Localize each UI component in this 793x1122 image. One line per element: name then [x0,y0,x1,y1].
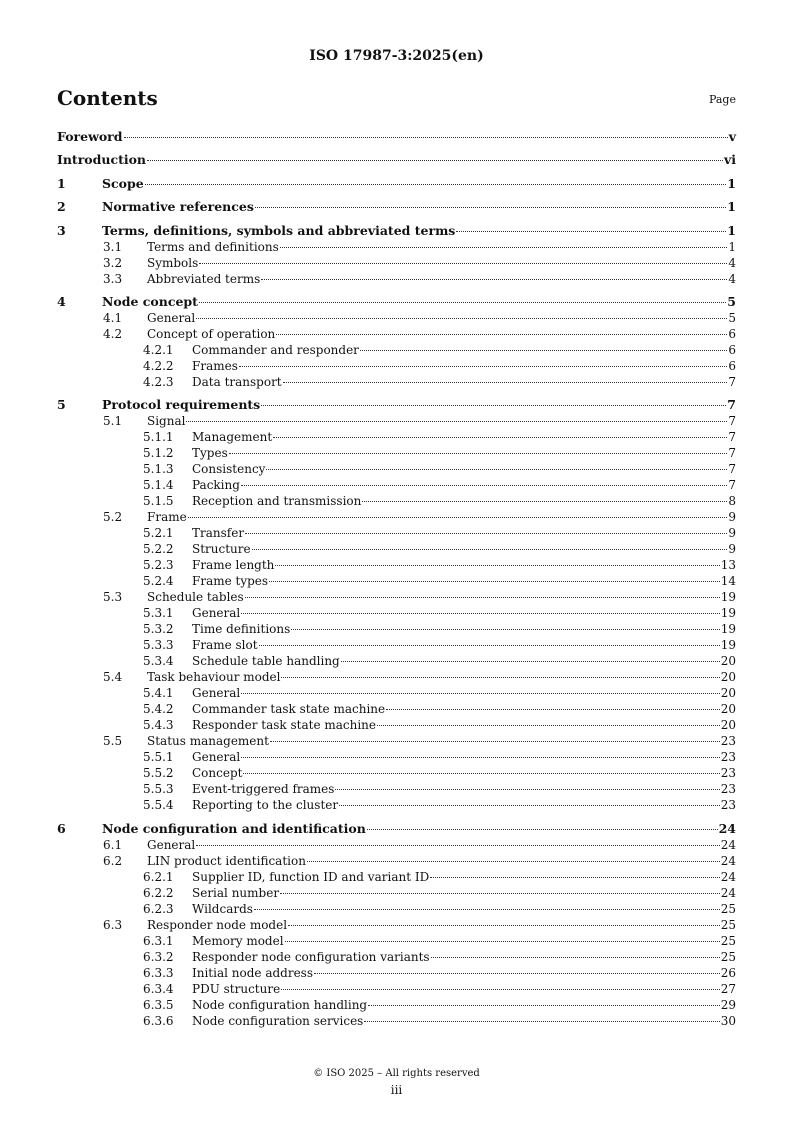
toc-entry-page: 29 [720,997,736,1012]
toc-entry[interactable] [57,885,736,901]
dot-leader [254,908,720,910]
toc-entry[interactable] [57,509,736,525]
toc-entry-title: Abbreviated terms [147,271,261,286]
toc-entry-title: General [192,750,241,765]
toc-entry[interactable] [57,199,736,215]
toc-entry[interactable] [57,525,736,541]
toc-entry-number: 6.2 [103,853,123,868]
toc-entry-title: Task behaviour model [147,670,281,685]
toc-entry-number: 6.3.1 [143,933,174,948]
toc-entry-number: 5.5 [103,734,123,749]
toc-entry-title: Node configuration handling [192,997,368,1012]
toc-entry-page: 23 [720,782,736,797]
dot-leader [147,159,723,161]
toc-entry-page: 24 [720,869,736,884]
dot-leader [252,548,728,550]
dot-leader [339,804,720,806]
dot-leader [341,660,720,662]
dot-leader [456,230,726,232]
toc-entry-number: 4.2 [103,326,123,341]
toc-entry-title: Node configuration and identification [102,820,366,836]
toc-entry-page: 1 [727,175,736,191]
toc-entry[interactable] [57,413,736,429]
toc-entry-page: v [728,129,736,144]
toc-entry[interactable] [57,653,736,669]
dot-leader [124,136,728,138]
toc-entry-title: Commander and responder [192,342,359,357]
toc-entry-page: 20 [720,702,736,717]
toc-entry-title: Frame slot [192,638,258,653]
toc-entry-page: 24 [718,820,736,836]
toc-entry-title: Responder node configuration variants [192,949,430,964]
dot-leader [241,612,719,614]
toc-entry-title: General [192,686,241,701]
toc-entry-number: 6.1 [103,837,123,852]
toc-entry-title: General [147,837,196,852]
toc-entry-title: Serial number [192,885,280,900]
toc-entry-title: Foreword [57,129,123,144]
dot-leader [285,940,720,942]
toc-entry[interactable] [57,733,736,749]
toc-entry-title: Consistency [192,462,266,477]
dot-leader [276,333,727,335]
toc-entry[interactable] [57,901,736,917]
toc-entry-page: 6 [728,342,736,357]
dot-leader [430,876,720,878]
toc-entry-title: Supplier ID, function ID and variant ID [192,869,430,884]
toc-entry-page: 14 [720,574,736,589]
toc-entry-title: Transfer [192,526,245,541]
dot-leader [261,404,726,406]
toc-entry[interactable] [57,176,736,192]
dot-leader [368,1004,720,1006]
toc-entry[interactable] [57,152,736,168]
dot-leader [269,580,720,582]
toc-entry-number: 3.3 [103,271,123,286]
toc-entry-title: Signal [147,414,186,429]
toc-entry-page: 19 [720,606,736,621]
toc-entry-number: 5.1.4 [143,478,174,493]
toc-entry[interactable] [57,621,736,637]
toc-entry[interactable] [57,374,736,390]
toc-entry[interactable] [57,797,736,813]
dot-leader [270,740,720,742]
dot-leader [364,1020,719,1022]
dot-leader [243,772,719,774]
toc-spacer [57,145,736,152]
toc-entry[interactable] [57,573,736,589]
dot-leader [199,301,726,303]
toc-entry-number: 5.2.3 [143,558,174,573]
toc-entry-page: 7 [728,430,736,445]
dot-leader [280,892,720,894]
toc-entry-number: 5.3.4 [143,654,174,669]
toc-entry-page: 25 [720,917,736,932]
toc-entry-number: 6.3.5 [143,997,174,1012]
toc-entry-number: 5.3.1 [143,606,174,621]
toc-entry-page: 9 [728,542,736,557]
toc-entry-page: 8 [728,494,736,509]
toc-entry-title: Reception and transmission [192,494,362,509]
dot-leader [266,468,727,470]
toc-entry-number: 5.3.3 [143,638,174,653]
toc-entry[interactable] [57,837,736,853]
toc-entry[interactable] [57,685,736,701]
toc-entry-title: Node configuration services [192,1013,364,1028]
toc-spacer [57,287,736,294]
toc-entry-number: 5.5.3 [143,782,174,797]
toc-entry[interactable] [57,557,736,573]
toc-entry[interactable] [57,981,736,997]
dot-leader [280,246,728,248]
toc-entry-title: Terms and definitions [147,239,279,254]
dot-leader [196,317,727,319]
toc-entry-title: Responder node model [147,917,288,932]
toc-entry-page: 6 [728,326,736,341]
toc-entry-number: 5.4.1 [143,686,174,701]
toc-entry-number: 5.2.2 [143,542,174,557]
toc-entry-page: 7 [728,478,736,493]
dot-leader [367,828,718,830]
toc-entry[interactable] [57,933,736,949]
toc-entry-number: 4.1 [103,310,123,325]
toc-entry-page: 24 [720,885,736,900]
dot-leader [255,206,726,208]
toc-entry[interactable] [57,869,736,885]
toc-spacer [57,390,736,397]
toc-entry-title: Symbols [147,255,199,270]
dot-leader [360,349,727,351]
toc-entry[interactable] [57,1013,736,1029]
toc-entry-number: 5 [57,397,66,413]
toc-entry[interactable] [57,541,736,557]
toc-entry-number: 2 [57,199,66,215]
toc-entry-number: 5.1.5 [143,494,174,509]
toc-entry-page: 9 [728,526,736,541]
toc-entry-number: 5.4.3 [143,718,174,733]
toc-entry-number: 4 [57,293,66,309]
dot-leader [273,436,727,438]
toc-entry-title: Frames [192,358,238,373]
toc-entry[interactable] [57,765,736,781]
toc-entry-title: Packing [192,478,240,493]
dot-leader [261,278,727,280]
dot-leader [386,708,720,710]
toc-entry-page: 24 [720,853,736,868]
toc-entry-title: Schedule table handling [192,654,340,669]
toc-entry-title: Protocol requirements [102,397,261,413]
toc-entry-number: 5.1.3 [143,462,174,477]
dot-leader [241,756,719,758]
dot-leader [239,365,728,367]
toc-entry-title: Reporting to the cluster [192,798,339,813]
dot-leader [314,972,720,974]
dot-leader [229,452,728,454]
toc-entry[interactable] [57,358,736,374]
toc-entry-number: 3 [57,222,66,238]
toc-entry-title: Structure [192,542,251,557]
toc-entry-page: 19 [720,638,736,653]
toc-entry-title: Frame [147,510,187,525]
toc-entry-number: 4.2.2 [143,358,174,373]
toc-entry-title: Event-triggered frames [192,782,335,797]
toc-entry-title: Normative references [102,199,254,215]
toc-entry-page: 27 [720,981,736,996]
toc-entry-title: Frame length [192,558,275,573]
toc-entry-page: 24 [720,837,736,852]
toc-entry[interactable] [57,717,736,733]
toc-entry-number: 5.3.2 [143,622,174,637]
toc-entry-page: 5 [728,310,736,325]
toc-entry-number: 6.3.3 [143,965,174,980]
toc-entry-number: 5.4.2 [143,702,174,717]
toc-entry[interactable] [57,701,736,717]
toc-entry-page: vi [723,152,736,168]
dot-leader [145,183,727,185]
toc-entry[interactable] [57,397,736,413]
toc-entry[interactable] [57,637,736,653]
dot-leader [245,596,720,598]
toc-entry-title: General [192,606,241,621]
toc-entry-title: Initial node address [192,965,313,980]
toc-entry-page: 9 [728,510,736,525]
toc-entry-number: 4.2.1 [143,342,174,357]
toc-entry-page: 20 [720,670,736,685]
toc-entry-number: 6.2.1 [143,869,174,884]
toc-entry-page: 5 [727,293,736,309]
toc-entry-number: 6.2.3 [143,901,174,916]
toc-entry[interactable] [57,821,736,837]
toc-entry[interactable] [57,294,736,310]
toc-entry-page: 7 [727,397,736,413]
dot-leader [275,564,719,566]
toc-entry-title: Status management [147,734,269,749]
toc-entry-page: 7 [728,414,736,429]
toc-entry-number: 5.5.2 [143,766,174,781]
dot-leader [307,860,720,862]
toc-entry-number: 6.3.4 [143,981,174,996]
toc-entry-page: 20 [720,686,736,701]
toc-entry-page: 6 [728,358,736,373]
toc-entry-page: 1 [727,199,736,215]
toc-entry[interactable] [57,589,736,605]
toc-entry-number: 5.5.1 [143,750,174,765]
toc-entry-number: 3.2 [103,255,123,270]
toc-entry-page: 1 [728,239,736,254]
toc-entry[interactable] [57,477,736,493]
toc-entry-number: 5.2 [103,510,123,525]
toc-entry-page: 30 [720,1013,736,1028]
toc-entry-title: Terms, definitions, symbols and abbreviated terms [102,222,456,238]
toc-entry-page: 25 [720,933,736,948]
toc-entry-title: Types [192,446,228,461]
page-footer [0,1066,793,1098]
dot-leader [335,788,719,790]
toc-spacer [57,813,736,820]
page-column-label: Page [708,93,736,106]
toc-spacer [57,192,736,199]
toc-entry-number: 3.1 [103,239,123,254]
contents-heading: Contents [57,86,158,110]
toc-entry-title: Frame types [192,574,269,589]
toc-entry-title: Memory model [192,933,284,948]
dot-leader [241,484,727,486]
toc-entry-title: Concept of operation [147,326,276,341]
toc-entry[interactable] [57,781,736,797]
toc-entry[interactable] [57,326,736,342]
toc-entry[interactable] [57,310,736,326]
toc-entry-title: Wildcards [192,901,253,916]
toc-entry-page: 13 [720,558,736,573]
dot-leader [431,956,720,958]
dot-leader [362,500,727,502]
dot-leader [259,644,720,646]
toc-entry[interactable] [57,965,736,981]
toc-entry-title: Concept [192,766,243,781]
dot-leader [196,844,719,846]
toc-entry-title: Time definitions [192,622,291,637]
toc-entry-page: 23 [720,750,736,765]
toc-entry-number: 6.2.2 [143,885,174,900]
dot-leader [281,988,720,990]
toc-entry-title: Commander task state machine [192,702,386,717]
toc-entry-title: LIN product identification [147,853,306,868]
toc-entry-page: 20 [720,654,736,669]
toc-entry-page: 26 [720,965,736,980]
toc-entry-number: 6.3.2 [143,949,174,964]
toc-entry-number: 5.3 [103,590,123,605]
toc-spacer [57,215,736,222]
toc-entry-number: 1 [57,175,66,191]
toc-entry-number: 4.2.3 [143,374,174,389]
toc-entry[interactable] [57,605,736,621]
toc-entry-title: Node concept [102,293,198,309]
footer-page-number: iii [390,1083,403,1097]
toc-entry-number: 5.2.4 [143,574,174,589]
toc-entry-page: 23 [720,734,736,749]
toc-entry-page: 7 [728,462,736,477]
dot-leader [281,676,719,678]
toc-entry-page: 19 [720,622,736,637]
toc-entry-number: 5.2.1 [143,526,174,541]
toc-entry-title: Responder task state machine [192,718,377,733]
dot-leader [288,924,720,926]
dot-leader [245,532,727,534]
toc-entry-page: 1 [727,222,736,238]
toc-entry-title: Data transport [192,374,282,389]
toc-entry-title: General [147,310,196,325]
dot-leader [199,262,727,264]
toc-entry-page: 25 [720,901,736,916]
toc-entry-number: 6.3 [103,917,123,932]
toc-entry-number: 5.5.4 [143,798,174,813]
toc-entry-page: 7 [728,446,736,461]
toc-entry-page: 23 [720,798,736,813]
dot-leader [186,420,727,422]
toc-entry[interactable] [57,749,736,765]
toc-entry-page: 19 [720,590,736,605]
toc-entry-number: 5.4 [103,670,123,685]
dot-leader [283,381,728,383]
toc-entry-title: Management [192,430,273,445]
toc-entry[interactable] [57,669,736,685]
document-id: ISO 17987-3:2025(en) [309,48,484,64]
toc-entry[interactable] [57,429,736,445]
toc-entry[interactable] [57,493,736,509]
toc-entry-title: Introduction [57,152,147,168]
toc-entry[interactable] [57,445,736,461]
toc-entry-page: 25 [720,949,736,964]
toc-entry-title: PDU structure [192,981,281,996]
toc-entry[interactable] [57,342,736,358]
toc-entry[interactable] [57,239,736,255]
toc-entry[interactable] [57,917,736,933]
toc-entry[interactable] [57,255,736,271]
dot-leader [291,628,719,630]
toc-entry-page: 20 [720,718,736,733]
toc-entry-page: 7 [728,374,736,389]
copyright-notice: © ISO 2025 – All rights reserved [313,1068,480,1079]
toc-entry-number: 5.1 [103,414,123,429]
toc-entry-number: 6 [57,820,66,836]
toc-spacer [57,168,736,175]
toc-entry[interactable] [57,271,736,287]
toc-entry[interactable] [57,997,736,1013]
toc-entry-title: Schedule tables [147,590,244,605]
toc-entry[interactable] [57,949,736,965]
dot-leader [241,692,719,694]
toc-entry-number: 5.1.1 [143,430,174,445]
toc-entry-number: 6.3.6 [143,1013,174,1028]
dot-leader [377,724,720,726]
toc-entry[interactable] [57,853,736,869]
toc-entry[interactable] [57,129,736,145]
toc-entry-page: 4 [728,271,736,286]
toc-entry[interactable] [57,461,736,477]
table-of-contents [57,129,736,1029]
dot-leader [188,516,728,518]
toc-entry[interactable] [57,223,736,239]
toc-entry-page: 23 [720,766,736,781]
toc-entry-title: Scope [102,175,144,191]
toc-entry-number: 5.1.2 [143,446,174,461]
toc-entry-page: 4 [728,255,736,270]
